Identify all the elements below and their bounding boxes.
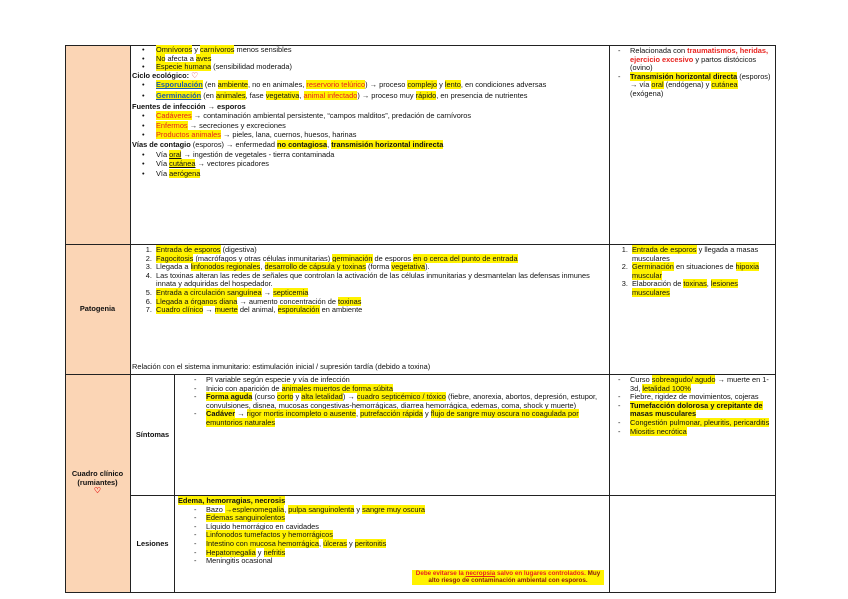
text-run: , bbox=[260, 262, 265, 272]
text-run: peritonitis bbox=[354, 538, 387, 548]
list-item bbox=[156, 160, 606, 169]
text-run: toxinas bbox=[338, 296, 362, 306]
text-run: Productos animales bbox=[156, 130, 221, 140]
cuadro-right-cell bbox=[612, 376, 772, 436]
text-run: Edemas sanguinolentos bbox=[206, 513, 285, 523]
heart-icon: ♡ bbox=[93, 486, 102, 496]
list-item bbox=[630, 246, 772, 263]
text-run: vegetativa bbox=[265, 90, 300, 100]
list-item bbox=[156, 46, 606, 55]
list-item bbox=[156, 122, 606, 131]
text-run: → bbox=[203, 305, 215, 315]
top-right-list bbox=[612, 47, 772, 99]
text-run: carnívoros bbox=[199, 45, 235, 54]
text-run: (sensibilidad moderada) bbox=[211, 62, 292, 72]
table-border-right bbox=[775, 45, 776, 593]
text-run: cutánea bbox=[169, 159, 196, 169]
patogenia-note: Relación con el sistema inmunitario: estimulación inicial / supresión tardía (debido a toxina) bbox=[132, 362, 431, 371]
text-run: animales muertos de forma súbita bbox=[281, 383, 393, 393]
text-run: vegetativa bbox=[391, 262, 426, 272]
text-run: , en condiciones adversas bbox=[460, 80, 547, 90]
text-run: Las toxinas alteran las redes de señales que controlan la activación de las células inmunitarias y desmantelan las defensas inmunes innata y adquiridas del hospedador. bbox=[156, 270, 590, 289]
patogenia-list bbox=[132, 246, 606, 315]
text-run: → ingestión de vegetales - tierra contaminada bbox=[181, 149, 335, 159]
text-run: septicemia bbox=[273, 287, 309, 297]
text-run: y bbox=[422, 409, 431, 419]
text-run: animal infectado bbox=[303, 90, 358, 100]
text-run: (en bbox=[202, 80, 218, 90]
list-item bbox=[156, 63, 606, 72]
vias-list bbox=[132, 151, 606, 179]
text-run: y bbox=[255, 547, 264, 557]
text-run: y bbox=[293, 392, 302, 402]
sintomas-label: Síntomas bbox=[135, 429, 170, 439]
text-run: lesiones musculares bbox=[632, 279, 739, 297]
text-run: necropsia bbox=[465, 570, 496, 577]
text-run: úlceras bbox=[323, 538, 347, 548]
text-run: , bbox=[355, 409, 361, 419]
list-item bbox=[156, 151, 606, 160]
text-run: flujo de sangre muy oscura no coagulada por emuntorios naturales bbox=[206, 409, 579, 427]
text-run: (forma bbox=[365, 262, 392, 272]
text-run: ) → proceso bbox=[365, 80, 408, 90]
text-run: afecta a bbox=[165, 53, 196, 63]
label-cell-top bbox=[65, 45, 130, 244]
text-run: Cuadro clínico bbox=[156, 305, 204, 315]
text-run: reservorio telúrico bbox=[306, 80, 366, 90]
text-run: oral bbox=[651, 80, 664, 90]
text-run: animales bbox=[215, 90, 246, 100]
text-run: → muerte en 1-3d, bbox=[630, 375, 769, 393]
heart-icon: ♡ bbox=[191, 70, 199, 80]
text-run: Germinación bbox=[156, 90, 202, 100]
text-run: traumatismos, heridas, ejercicio excesivo bbox=[630, 46, 769, 64]
text-run: sobreagudo/ agudo bbox=[651, 375, 716, 384]
text-run: ) → proceso muy bbox=[357, 90, 416, 100]
lesiones-label: Lesiones bbox=[136, 538, 169, 548]
text-run: en situaciones de bbox=[673, 262, 736, 272]
text-run: ) → bbox=[342, 392, 357, 402]
text-run: ambiente bbox=[217, 80, 249, 90]
text-run: , en presencia de nutrientes bbox=[436, 90, 528, 100]
text-run: esporulación bbox=[277, 305, 320, 315]
list-item bbox=[630, 47, 772, 73]
text-run: en o cerca del punto de entrada bbox=[413, 253, 518, 263]
text-run: Esporulación bbox=[156, 80, 203, 90]
text-run: Germinación bbox=[632, 262, 674, 272]
text-run: → pieles, lana, cuernos, huesos, harinas bbox=[220, 130, 357, 140]
text-run: (endógena) y bbox=[663, 80, 712, 90]
text-run: de esporos bbox=[372, 253, 414, 263]
patogenia-label: Patogenia bbox=[79, 303, 116, 313]
list-item bbox=[206, 393, 606, 410]
sintomas-list bbox=[178, 376, 606, 428]
text-run: (digestiva) bbox=[220, 245, 257, 254]
text-run: Vía bbox=[156, 159, 170, 169]
text-run: Cadáver bbox=[206, 409, 236, 419]
text-run: toxinas bbox=[683, 279, 707, 289]
text-run: Miositis necrótica bbox=[630, 426, 687, 436]
text-run: → bbox=[235, 409, 247, 419]
text-run: Tumefacción dolorosa y crepitante de masas musculares bbox=[630, 400, 763, 419]
text-run: en ambiente bbox=[319, 305, 363, 315]
text-run: Llegada a órganos diana bbox=[156, 296, 238, 306]
list-item bbox=[154, 306, 606, 315]
text-run: cuadro septicémico / tóxico bbox=[356, 392, 446, 402]
text-run: , bbox=[299, 90, 304, 100]
table-border-bottom bbox=[65, 592, 776, 593]
list-item bbox=[156, 81, 606, 90]
text-run: (en bbox=[201, 90, 216, 100]
text-run: Enfermos bbox=[156, 120, 188, 130]
text-run: Muy alto riesgo de contaminación ambiental con esporos. bbox=[428, 570, 601, 585]
text-run: y llegada a masas musculares bbox=[632, 245, 759, 263]
sintomas-cell bbox=[178, 376, 606, 428]
table-border-left bbox=[65, 45, 66, 593]
text-run: no contagiosa bbox=[277, 139, 328, 149]
text-run: oral bbox=[169, 149, 182, 159]
text-run: letalidad 100% bbox=[642, 383, 691, 393]
list-item bbox=[630, 428, 772, 437]
text-run: Relacionada con bbox=[630, 46, 688, 55]
text-run: , bbox=[284, 504, 289, 514]
text-run: y bbox=[354, 504, 363, 514]
text-run: cutánea bbox=[711, 80, 738, 90]
text-run: germinación bbox=[332, 253, 373, 263]
text-run: , bbox=[706, 279, 711, 289]
text-run: Vías de contagio bbox=[132, 139, 191, 149]
text-run: rápido bbox=[415, 90, 437, 100]
text-run: sangre muy oscura bbox=[362, 504, 426, 514]
text-run: Intestino con mucosa hemorrágica bbox=[206, 538, 319, 548]
fuentes-heading: Fuentes de infección → esporos bbox=[132, 101, 246, 111]
text-run: Fiebre, rigidez de movimientos, cojeras bbox=[630, 392, 759, 402]
text-run: Curso bbox=[630, 375, 652, 384]
text-run: Forma aguda bbox=[206, 392, 253, 402]
text-run: (curso bbox=[252, 392, 278, 402]
text-run: nefritis bbox=[263, 547, 286, 557]
list-item bbox=[630, 73, 772, 99]
text-run: aerógena bbox=[169, 168, 201, 178]
list-item bbox=[206, 557, 606, 566]
text-run: rigor mortis incompleto o ausente bbox=[246, 409, 356, 419]
patogenia-right-list bbox=[612, 246, 772, 298]
text-run: complejo bbox=[407, 80, 438, 90]
text-run: aves bbox=[195, 53, 212, 63]
necropsia-warning bbox=[412, 570, 604, 585]
list-item bbox=[156, 131, 606, 140]
text-run: Cadáveres bbox=[156, 111, 192, 121]
text-run: Vía bbox=[156, 149, 170, 159]
list-item bbox=[630, 402, 772, 419]
label-cell-cuadro bbox=[65, 374, 130, 592]
text-run: Entrada de esporos bbox=[632, 245, 697, 254]
text-run: → contaminación ambiental persistente, “campos malditos”, predación de carnívoros bbox=[191, 111, 472, 121]
text-run: Hepatomegalia bbox=[206, 547, 256, 557]
text-run: Vía bbox=[156, 168, 170, 178]
sintomas-label-cell bbox=[131, 375, 174, 495]
text-run: lento bbox=[444, 80, 461, 90]
list-item bbox=[156, 170, 606, 179]
text-run: (fiebre, anorexia, abortos, depresión, estupor, convulsiones, disnea, mucosas congestivas-hemorrágicas, diarrea hemorrágica, edemas, coma, shock y muerte) bbox=[206, 392, 598, 410]
text-run: , fase bbox=[245, 90, 266, 100]
list-item bbox=[156, 92, 606, 101]
text-run: Especie humana bbox=[156, 62, 212, 72]
text-run: Líquido hemorrágico en cavidades bbox=[206, 521, 319, 531]
text-run: Bazo bbox=[206, 504, 225, 514]
text-run: (macrófagos y otras células inmunitarias) bbox=[193, 253, 333, 263]
lesiones-heading: Edema, hemorragias, necrosis bbox=[178, 496, 286, 505]
text-run: corto bbox=[277, 392, 294, 402]
text-run: Omnívoros bbox=[156, 45, 193, 54]
text-run: y partos distócicos (ovino) bbox=[630, 54, 757, 73]
list-item bbox=[630, 263, 772, 280]
cuadro-right-list bbox=[612, 376, 772, 436]
list-item bbox=[206, 410, 606, 427]
text-run: →esplenomegalia bbox=[224, 504, 285, 514]
vias-heading bbox=[132, 141, 606, 150]
text-run: desarrollo de cápsula y toxinas bbox=[264, 262, 366, 272]
text-run: Congestión pulmonar, pleuritis, pericarditis bbox=[630, 417, 770, 427]
text-run: y bbox=[437, 80, 445, 90]
text-run: transmisión horizontal indirecta bbox=[331, 139, 444, 149]
text-run: Elaboración de bbox=[632, 279, 684, 289]
list-item bbox=[630, 280, 772, 297]
text-run: Meningitis ocasional bbox=[206, 556, 273, 566]
text-run: salvo en lugares controlados. bbox=[495, 570, 588, 577]
text-run: alta letalidad bbox=[301, 392, 343, 402]
text-run: muerte bbox=[214, 305, 238, 315]
text-run: , no en animales, bbox=[248, 80, 307, 90]
lesiones-cell bbox=[178, 497, 606, 566]
text-run: hipoxia muscular bbox=[632, 262, 759, 280]
list-item bbox=[154, 272, 606, 289]
fuentes-list bbox=[132, 112, 606, 140]
text-run: linfonodos regionales bbox=[190, 262, 261, 272]
col-divider-right bbox=[609, 45, 610, 593]
list-item bbox=[156, 112, 606, 121]
ciclo-heading: Ciclo ecológico: ♡ bbox=[132, 70, 199, 80]
text-run: → vectores picadores bbox=[195, 159, 269, 169]
list-item bbox=[630, 376, 772, 393]
subcol-divider bbox=[174, 374, 175, 593]
text-run: Entrada de esporos bbox=[156, 245, 221, 254]
lesiones-label-cell bbox=[131, 496, 174, 592]
text-run: Inicio con aparición de bbox=[206, 383, 282, 393]
ciclo-list bbox=[132, 81, 606, 100]
intro-list bbox=[132, 46, 606, 72]
text-run: ). bbox=[425, 262, 430, 272]
text-run: del animal, bbox=[237, 305, 278, 315]
patogenia-right-cell bbox=[612, 246, 772, 298]
text-run: , bbox=[327, 139, 332, 149]
text-run: pulpa sanguinolenta bbox=[288, 504, 355, 514]
text-run: No bbox=[156, 53, 166, 63]
text-run: → aumento concentración de bbox=[237, 296, 339, 306]
text-run: PI variable según especie y vía de infección bbox=[206, 375, 350, 384]
top-main-cell bbox=[132, 46, 606, 178]
text-run: (esporos) → enfermedad bbox=[190, 139, 277, 149]
text-run: Fagocitosis bbox=[156, 253, 194, 263]
lesiones-list bbox=[178, 506, 606, 566]
text-run: , bbox=[318, 538, 324, 548]
text-run: Llegada a bbox=[156, 262, 191, 272]
patogenia-main-cell bbox=[132, 246, 606, 315]
top-right-cell bbox=[612, 47, 772, 99]
text-run: y bbox=[192, 45, 200, 54]
text-run: Entrada a circulación sanguínea bbox=[156, 287, 262, 297]
text-run: Transmisión horizontal directa bbox=[630, 71, 738, 81]
cuadro-label: Cuadro clínico (rumiantes) bbox=[71, 469, 124, 487]
label-cell-patogenia bbox=[65, 244, 130, 374]
text-run: y bbox=[346, 538, 355, 548]
text-run: menos sensibles bbox=[234, 45, 292, 54]
text-run: → secreciones y excreciones bbox=[187, 120, 286, 130]
text-run: (esporos) → vía bbox=[630, 71, 771, 90]
text-run: Linfonodos tumefactos y hemorrágicos bbox=[206, 530, 333, 540]
text-run: Debe evitarse la bbox=[415, 570, 466, 577]
text-run: → bbox=[261, 287, 274, 297]
text-run: putrefacción rápida bbox=[360, 409, 423, 419]
text-run: (exógena) bbox=[630, 88, 664, 98]
